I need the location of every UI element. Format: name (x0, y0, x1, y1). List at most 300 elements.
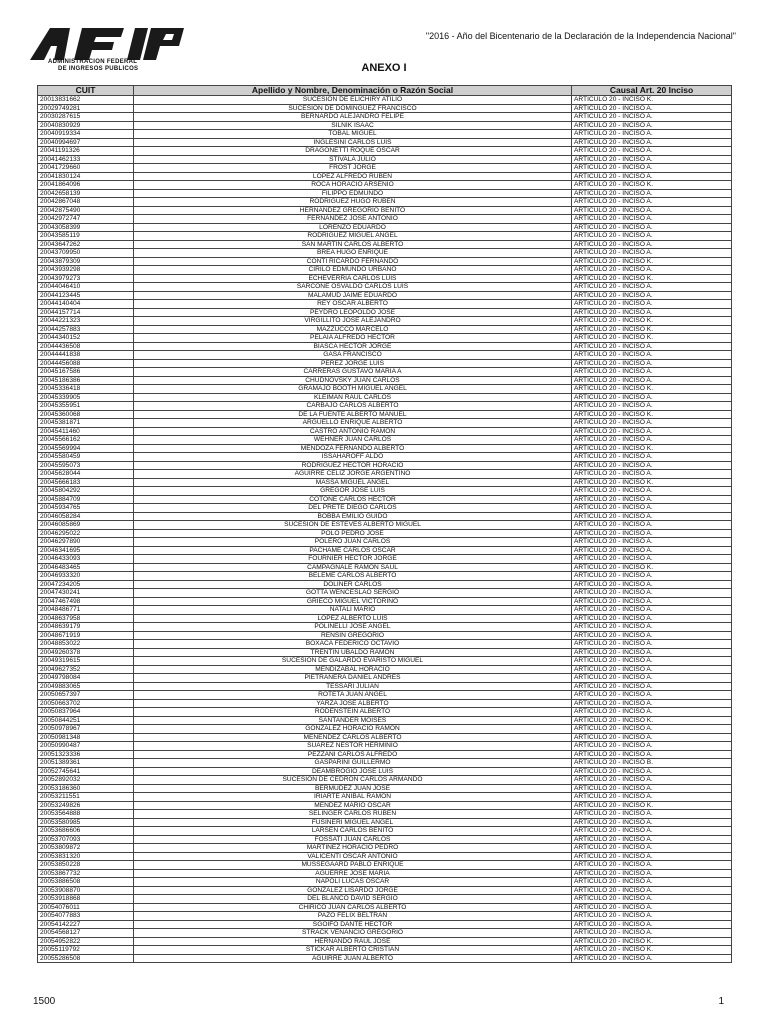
cell-name: MARTINEZ HORACIO PEDRO (134, 844, 572, 853)
table-row (38, 419, 732, 428)
cell-causal: ARTICULO 20 - INCISO A. (572, 767, 732, 776)
cell-causal: ARTICULO 20 - INCISO K. (572, 385, 732, 394)
cell-cuit: 20044456088 (38, 359, 134, 368)
cell-causal: ARTICULO 20 - INCISO K. (572, 96, 732, 105)
table-row (38, 402, 732, 411)
cell-name: VALICENTI OSCAR ANTONIO (134, 852, 572, 861)
cell-cuit: 20044257883 (38, 325, 134, 334)
cell-name: DRAGONETTI ROQUE OSCAR (134, 147, 572, 156)
cell-name: PEZZANI CARLOS ALFREDO (134, 750, 572, 759)
table-row (38, 308, 732, 317)
cell-name: GRIECO MIGUEL VICTORINO (134, 597, 572, 606)
cell-causal: ARTICULO 20 - INCISO A. (572, 198, 732, 207)
cell-cuit: 20049260378 (38, 648, 134, 657)
cell-cuit: 20041191326 (38, 147, 134, 156)
table-row (38, 470, 732, 479)
cell-cuit: 20044157714 (38, 308, 134, 317)
cell-causal: ARTICULO 20 - INCISO A. (572, 793, 732, 802)
cell-causal: ARTICULO 20 - INCISO A. (572, 699, 732, 708)
table-row (38, 189, 732, 198)
cell-causal: ARTICULO 20 - INCISO A. (572, 589, 732, 598)
table-row (38, 589, 732, 598)
logo-line-1: ADMINISTRACION FEDERAL (48, 59, 138, 65)
cell-cuit: 20041830124 (38, 172, 134, 181)
cell-name: CONTI RICARDO FERNANDO (134, 257, 572, 266)
cell-name: GASPARINI GUILLERMO (134, 759, 572, 768)
table-row (38, 325, 732, 334)
table-row (38, 912, 732, 921)
table-row (38, 869, 732, 878)
table-row (38, 283, 732, 292)
cell-cuit: 20045355951 (38, 402, 134, 411)
cell-causal: ARTICULO 20 - INCISO A. (572, 206, 732, 215)
cell-cuit: 20029749281 (38, 104, 134, 113)
cell-name: FILIPPO EDMUNDO (134, 189, 572, 198)
table-row (38, 665, 732, 674)
cell-cuit: 20044140404 (38, 300, 134, 309)
table-row (38, 878, 732, 887)
cell-causal: ARTICULO 20 - INCISO A. (572, 844, 732, 853)
cell-causal: ARTICULO 20 - INCISO A. (572, 138, 732, 147)
table-row (38, 436, 732, 445)
cell-name: MAZZUCCO MARCELO (134, 325, 572, 334)
table-row (38, 410, 732, 419)
table-row (38, 368, 732, 377)
table-row (38, 266, 732, 275)
cell-causal: ARTICULO 20 - INCISO A. (572, 538, 732, 547)
cell-cuit: 20048853022 (38, 640, 134, 649)
table-row (38, 827, 732, 836)
table-row (38, 682, 732, 691)
table-row (38, 478, 732, 487)
table-row (38, 512, 732, 521)
cell-cuit: 20041864096 (38, 181, 134, 190)
cell-cuit: 20053580985 (38, 818, 134, 827)
cell-name: SGOIFO DANTE HECTOR (134, 920, 572, 929)
cell-causal: ARTICULO 20 - INCISO A. (572, 240, 732, 249)
table-row (38, 614, 732, 623)
cell-name: MENDEZ MARIO OSCAR (134, 801, 572, 810)
cell-causal: ARTICULO 20 - INCISO A. (572, 512, 732, 521)
table-row (38, 954, 732, 963)
table-row (38, 903, 732, 912)
table-row (38, 852, 732, 861)
cell-cuit: 20049883065 (38, 682, 134, 691)
cell-name: CARRERAS GUSTAVO MARIA A (134, 368, 572, 377)
cell-cuit: 20045804292 (38, 487, 134, 496)
table-row (38, 529, 732, 538)
cell-cuit: 20050978967 (38, 725, 134, 734)
logo-line-2: DE INGRESOS PUBLICOS (58, 66, 139, 72)
cell-causal: ARTICULO 20 - INCISO A. (572, 674, 732, 683)
cell-causal: ARTICULO 20 - INCISO A. (572, 164, 732, 173)
cell-causal: ARTICULO 20 - INCISO A. (572, 529, 732, 538)
cell-causal: ARTICULO 20 - INCISO A. (572, 266, 732, 275)
cell-name: COTONE CARLOS HECTOR (134, 495, 572, 504)
table-row (38, 249, 732, 258)
cell-causal: ARTICULO 20 - INCISO A. (572, 827, 732, 836)
cell-causal: ARTICULO 20 - INCISO A. (572, 291, 732, 300)
cell-causal: ARTICULO 20 - INCISO A. (572, 580, 732, 589)
table-row (38, 580, 732, 589)
cell-causal: ARTICULO 20 - INCISO A. (572, 470, 732, 479)
cell-cuit: 20045360068 (38, 410, 134, 419)
table-row (38, 776, 732, 785)
cell-cuit: 20040994697 (38, 138, 134, 147)
cell-cuit: 20046297890 (38, 538, 134, 547)
cell-causal: ARTICULO 20 - INCISO A. (572, 852, 732, 861)
table-row (38, 895, 732, 904)
cell-cuit: 20054142227 (38, 920, 134, 929)
cell-causal: ARTICULO 20 - INCISO A. (572, 861, 732, 870)
cell-name: CAMPAGNALE RAMON SAUL (134, 563, 572, 572)
table-row (38, 172, 732, 181)
cell-cuit: 20051389361 (38, 759, 134, 768)
cell-causal: ARTICULO 20 - INCISO A. (572, 631, 732, 640)
cell-causal: ARTICULO 20 - INCISO A. (572, 572, 732, 581)
cell-name: CASTRO ANTONIO RAMON (134, 427, 572, 436)
table-row (38, 929, 732, 938)
cell-cuit: 20046341695 (38, 546, 134, 555)
cell-name: SANTANDER MOISES (134, 716, 572, 725)
cell-name: MASSA MIGUEL ANGEL (134, 478, 572, 487)
cell-causal: ARTICULO 20 - INCISO A. (572, 189, 732, 198)
cell-cuit: 20046058284 (38, 512, 134, 521)
table-row (38, 699, 732, 708)
cell-cuit: 20053564888 (38, 810, 134, 819)
cell-causal: ARTICULO 20 - INCISO A. (572, 427, 732, 436)
cell-causal: ARTICULO 20 - INCISO A. (572, 436, 732, 445)
table-row (38, 104, 732, 113)
table-row (38, 920, 732, 929)
table-row (38, 385, 732, 394)
cell-cuit: 20045934765 (38, 504, 134, 513)
cell-name: SUCESION DE DOMINGUEZ FRANCISCO (134, 104, 572, 113)
cell-causal: ARTICULO 20 - INCISO A. (572, 172, 732, 181)
cell-causal: ARTICULO 20 - INCISO A. (572, 614, 732, 623)
cell-causal: ARTICULO 20 - INCISO B. (572, 759, 732, 768)
table-row (38, 223, 732, 232)
cell-causal: ARTICULO 20 - INCISO A. (572, 920, 732, 929)
cell-causal: ARTICULO 20 - INCISO K. (572, 410, 732, 419)
cell-causal: ARTICULO 20 - INCISO A. (572, 869, 732, 878)
table-row (38, 393, 732, 402)
cell-cuit: 20046295022 (38, 529, 134, 538)
cell-name: MUSSEGAARD PABLO ENRIQUE (134, 861, 572, 870)
table-row (38, 291, 732, 300)
cell-name: FERNANDEZ JOSE ANTONIO (134, 215, 572, 224)
cell-causal: ARTICULO 20 - INCISO A. (572, 648, 732, 657)
cell-causal: ARTICULO 20 - INCISO A. (572, 368, 732, 377)
cell-name: RENSIN GREGORIO (134, 631, 572, 640)
cell-causal: ARTICULO 20 - INCISO K. (572, 937, 732, 946)
cell-cuit: 20047234205 (38, 580, 134, 589)
table-row (38, 317, 732, 326)
cell-causal: ARTICULO 20 - INCISO K. (572, 946, 732, 955)
table-row (38, 138, 732, 147)
cell-cuit: 20050837964 (38, 708, 134, 717)
cell-name: FUSINERI MIGUEL ANGEL (134, 818, 572, 827)
cell-name: DEL BLANCO DAVID SERGIO (134, 895, 572, 904)
cell-name: BIASCA HECTOR JORGE (134, 342, 572, 351)
cell-cuit: 20045411460 (38, 427, 134, 436)
cell-causal: ARTICULO 20 - INCISO A. (572, 776, 732, 785)
cell-causal: ARTICULO 20 - INCISO A. (572, 155, 732, 164)
cell-causal: ARTICULO 20 - INCISO A. (572, 682, 732, 691)
cell-name: SAN MARTIN CARLOS ALBERTO (134, 240, 572, 249)
cell-name: HERNANDO RAUL JOSE (134, 937, 572, 946)
cell-cuit: 20044221323 (38, 317, 134, 326)
cell-name: BREA HUGO ENRIQUE (134, 249, 572, 258)
cell-cuit: 20042658139 (38, 189, 134, 198)
cell-name: FROST JORGE (134, 164, 572, 173)
cell-name: ROTETA JUAN ANGEL (134, 691, 572, 700)
cell-causal: ARTICULO 20 - INCISO A. (572, 453, 732, 462)
cell-cuit: 20048639179 (38, 623, 134, 632)
cell-name: VIRGILLITO JOSE ALEJANDRO (134, 317, 572, 326)
cell-name: SILNIK ISAAC (134, 121, 572, 130)
cell-name: NATALI MARIO (134, 606, 572, 615)
cell-causal: ARTICULO 20 - INCISO K. (572, 444, 732, 453)
cell-name: SUAREZ NESTOR HERMINIO (134, 742, 572, 751)
cell-causal: ARTICULO 20 - INCISO A. (572, 606, 732, 615)
cell-name: STIVALA JULIO (134, 155, 572, 164)
cell-name: POLINELLI JOSE ANGEL (134, 623, 572, 632)
table-row (38, 96, 732, 105)
cell-causal: ARTICULO 20 - INCISO A. (572, 300, 732, 309)
cell-causal: ARTICULO 20 - INCISO A. (572, 657, 732, 666)
cell-cuit: 20040919334 (38, 130, 134, 139)
cell-cuit: 20041462133 (38, 155, 134, 164)
cell-name: DEL PRETE DIEGO CARLOS (134, 504, 572, 513)
table-row (38, 130, 732, 139)
cell-name: LARSEN CARLOS BENITO (134, 827, 572, 836)
table-row (38, 300, 732, 309)
cell-cuit: 20049798084 (38, 674, 134, 683)
cell-cuit: 20046433093 (38, 555, 134, 564)
cell-causal: ARTICULO 20 - INCISO A. (572, 342, 732, 351)
cell-cuit: 20030287615 (38, 113, 134, 122)
table-row (38, 631, 732, 640)
cell-causal: ARTICULO 20 - INCISO A. (572, 818, 732, 827)
cell-name: SUCESION DE ELICHIRY ATILIO (134, 96, 572, 105)
cell-name: ISSAHAROFF ALDO (134, 453, 572, 462)
cell-name: RODRIGUEZ MIGUEL ANGEL (134, 232, 572, 241)
cell-causal: ARTICULO 20 - INCISO A. (572, 487, 732, 496)
cell-name: SUCESION DE CEDRON CARLOS ARMANDO (134, 776, 572, 785)
cell-name: POLO PEDRO JOSE (134, 529, 572, 538)
cell-cuit: 20045569994 (38, 444, 134, 453)
table-row (38, 937, 732, 946)
cell-name: BERNARDO ALEJANDRO FELIPE (134, 113, 572, 122)
cell-cuit: 20042867048 (38, 198, 134, 207)
table-row (38, 198, 732, 207)
cell-name: ARGUELLO ENRIQUE ALBERTO (134, 419, 572, 428)
table-row (38, 750, 732, 759)
cell-causal: ARTICULO 20 - INCISO A. (572, 912, 732, 921)
cell-name: ROCA HORACIO ARSENIO (134, 181, 572, 190)
cell-cuit: 20045186386 (38, 376, 134, 385)
cell-causal: ARTICULO 20 - INCISO A. (572, 784, 732, 793)
cell-causal: ARTICULO 20 - INCISO A. (572, 555, 732, 564)
cell-name: YARZA JOSE ALBERTO (134, 699, 572, 708)
cell-cuit: 20050663702 (38, 699, 134, 708)
table-row (38, 563, 732, 572)
cell-cuit: 20053707093 (38, 835, 134, 844)
column-header-causal: Causal Art. 20 Inciso (572, 86, 732, 96)
cell-cuit: 20053211551 (38, 793, 134, 802)
cell-cuit: 20055119792 (38, 946, 134, 955)
cell-causal: ARTICULO 20 - INCISO A. (572, 878, 732, 887)
cell-cuit: 20044441838 (38, 351, 134, 360)
cell-causal: ARTICULO 20 - INCISO A. (572, 733, 732, 742)
table-row (38, 215, 732, 224)
cell-cuit: 20048671919 (38, 631, 134, 640)
cell-cuit: 20048637958 (38, 614, 134, 623)
cell-cuit: 20043709950 (38, 249, 134, 258)
cell-cuit: 20053809872 (38, 844, 134, 853)
cell-cuit: 20054952822 (38, 937, 134, 946)
table-row (38, 810, 732, 819)
cell-causal: ARTICULO 20 - INCISO A. (572, 223, 732, 232)
table-row (38, 257, 732, 266)
cell-causal: ARTICULO 20 - INCISO A. (572, 640, 732, 649)
cell-name: TRENTIN UBALDO RAMON (134, 648, 572, 657)
cell-name: GOTTA WENCESLAO SERGIO (134, 589, 572, 598)
cell-name: INGLESINI CARLOS LUIS (134, 138, 572, 147)
cell-name: POLERO JUAN CARLOS (134, 538, 572, 547)
cell-causal: ARTICULO 20 - INCISO A. (572, 147, 732, 156)
cell-causal: ARTICULO 20 - INCISO K. (572, 181, 732, 190)
table-row (38, 181, 732, 190)
cell-cuit: 20054568127 (38, 929, 134, 938)
table-row (38, 240, 732, 249)
cell-name: SELINGER CARLOS RUBEN (134, 810, 572, 819)
table-row (38, 733, 732, 742)
cell-name: SARCONE OSVALDO CARLOS LUIS (134, 283, 572, 292)
table-row (38, 206, 732, 215)
cell-causal: ARTICULO 20 - INCISO A. (572, 725, 732, 734)
afip-logo-mark (24, 22, 192, 62)
cell-name: CIRILO EDMUNDO URBANO (134, 266, 572, 275)
cell-name: SUCESION DE ESTEVES ALBERTO MIGUEL (134, 521, 572, 530)
table-row (38, 648, 732, 657)
cell-cuit: 20045336418 (38, 385, 134, 394)
cell-name: AGUERRE JOSE MARIA (134, 869, 572, 878)
column-header-cuit: CUIT (38, 86, 134, 96)
cell-cuit: 20050844251 (38, 716, 134, 725)
cell-cuit: 20050657397 (38, 691, 134, 700)
cell-cuit: 20047467498 (38, 597, 134, 606)
cell-name: BOBBA EMILIO GUIDO (134, 512, 572, 521)
cell-name: IRIARTE ANIBAL RAMON (134, 793, 572, 802)
cell-cuit: 20044123445 (38, 291, 134, 300)
cell-name: GRAMAJO BOOTH MIGUEL ANGEL (134, 385, 572, 394)
cell-name: PELAIA ALFREDO HECTOR (134, 334, 572, 343)
cell-causal: ARTICULO 20 - INCISO A. (572, 351, 732, 360)
table-header-row (38, 86, 732, 96)
cell-name: RODRIGUEZ HECTOR HORACIO (134, 461, 572, 470)
cell-name: DE LA FUENTE ALBERTO MANUEL (134, 410, 572, 419)
table-row (38, 487, 732, 496)
cell-causal: ARTICULO 20 - INCISO K. (572, 317, 732, 326)
cell-name: BOXACA FEDERICO OCTAVIO (134, 640, 572, 649)
cell-name: GONZALEZ HORACIO RAMON (134, 725, 572, 734)
cell-name: RODRIGUEZ HUGO RUBEN (134, 198, 572, 207)
table-row (38, 504, 732, 513)
table-row (38, 147, 732, 156)
table-row (38, 521, 732, 530)
cell-cuit: 20053186360 (38, 784, 134, 793)
cell-causal: ARTICULO 20 - INCISO A. (572, 895, 732, 904)
cell-name: TOBAL MIGUEL (134, 130, 572, 139)
table-row (38, 427, 732, 436)
cell-cuit: 20046483465 (38, 563, 134, 572)
cell-cuit: 20046933320 (38, 572, 134, 581)
table-row (38, 342, 732, 351)
cell-cuit: 20043939298 (38, 266, 134, 275)
cell-name: HERNANDEZ GREGORIO BENITO (134, 206, 572, 215)
table-row (38, 835, 732, 844)
cell-causal: ARTICULO 20 - INCISO A. (572, 835, 732, 844)
cell-name: REY OSCAR ALBERTO (134, 300, 572, 309)
cell-name: FOSSATI JUAN CARLOS (134, 835, 572, 844)
cell-cuit: 20045884709 (38, 495, 134, 504)
cell-cuit: 20054077883 (38, 912, 134, 921)
cell-causal: ARTICULO 20 - INCISO A. (572, 461, 732, 470)
cell-cuit: 20041729660 (38, 164, 134, 173)
table-row (38, 946, 732, 955)
cell-cuit: 20047430241 (38, 589, 134, 598)
table-row (38, 708, 732, 717)
table-row (38, 359, 732, 368)
cell-name: KLEIMAN RAUL CARLOS (134, 393, 572, 402)
cell-causal: ARTICULO 20 - INCISO A. (572, 495, 732, 504)
footer-count: 1500 (33, 996, 56, 1007)
table-row (38, 844, 732, 853)
cell-cuit: 20044436508 (38, 342, 134, 351)
table-row (38, 155, 732, 164)
cell-cuit: 20045580459 (38, 453, 134, 462)
table-row (38, 674, 732, 683)
cell-cuit: 20043058399 (38, 223, 134, 232)
cell-cuit: 20049319615 (38, 657, 134, 666)
cell-cuit: 20051323336 (38, 750, 134, 759)
cell-name: CARBAJO CARLOS ALBERTO (134, 402, 572, 411)
cell-cuit: 20053867732 (38, 869, 134, 878)
table-row (38, 818, 732, 827)
cell-cuit: 20044046410 (38, 283, 134, 292)
cell-name: DOLINER CARLOS (134, 580, 572, 589)
cell-name: CHUDNOVSKY JUAN CARLOS (134, 376, 572, 385)
cell-causal: ARTICULO 20 - INCISO A. (572, 623, 732, 632)
table-row (38, 444, 732, 453)
cell-causal: ARTICULO 20 - INCISO A. (572, 402, 732, 411)
table-row (38, 657, 732, 666)
cell-causal: ARTICULO 20 - INCISO K. (572, 334, 732, 343)
cell-name: GASA FRANCISCO (134, 351, 572, 360)
cell-cuit: 20043979273 (38, 274, 134, 283)
cell-name: PACHAME CARLOS OSCAR (134, 546, 572, 555)
cell-causal: ARTICULO 20 - INCISO A. (572, 215, 732, 224)
cell-cuit: 20045628044 (38, 470, 134, 479)
cell-causal: ARTICULO 20 - INCISO A. (572, 886, 732, 895)
cell-cuit: 20043647262 (38, 240, 134, 249)
table-row (38, 461, 732, 470)
page-number: 1 (718, 996, 724, 1007)
cell-cuit: 20040830929 (38, 121, 134, 130)
cell-causal: ARTICULO 20 - INCISO K. (572, 801, 732, 810)
